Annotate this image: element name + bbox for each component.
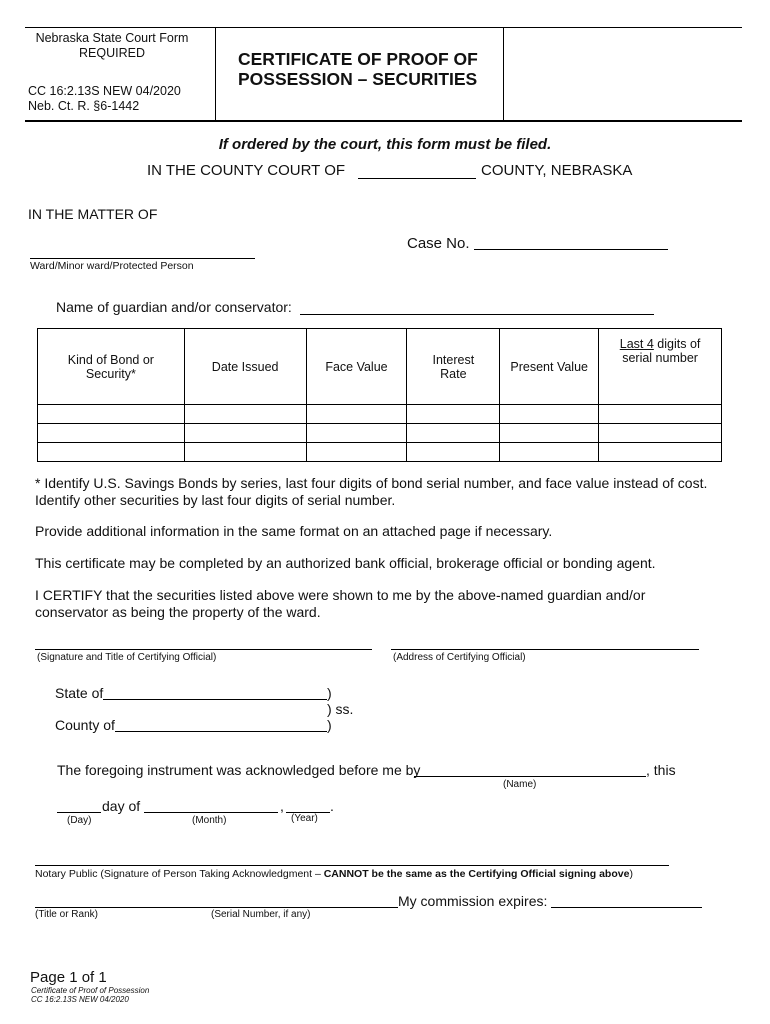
court-prefix: IN THE COUNTY COURT OF [147, 162, 346, 179]
header-divider-right [503, 28, 504, 120]
this-label: , this [646, 762, 676, 778]
state-field[interactable] [103, 699, 327, 700]
page-number: Page 1 of 1 [30, 969, 107, 986]
day-field[interactable] [57, 812, 101, 813]
address-label: (Address of Certifying Official) [393, 652, 526, 663]
venue-paren: ) [327, 717, 332, 733]
month-label: (Month) [192, 815, 227, 826]
year-label: (Year) [291, 813, 318, 824]
ward-name-field[interactable] [30, 258, 255, 259]
form-code: CC 16:2.13S NEW 04/2020 Neb. Ct. R. §6-1442 [28, 84, 181, 113]
additional-info-text: Provide additional information in the same format on an attached page if necessary. [35, 523, 553, 539]
certification-text: I CERTIFY that the securities listed above were shown to me by the above-named guardian and/or conservator as being the property of the ward. [35, 587, 646, 620]
identify-instructions: * Identify U.S. Savings Bonds by series, last four digits of bond serial number, and face value instead of cost. Identify other securities by last four digits of serial number. [35, 475, 708, 508]
filing-notice: If ordered by the court, this form must be filed. [218, 136, 552, 153]
form-name: Nebraska State Court Form REQUIRED [35, 31, 189, 60]
commission-expires-field[interactable] [551, 907, 702, 908]
matter-label: IN THE MATTER OF [28, 206, 158, 222]
county-label: County of [55, 717, 115, 733]
serial-number-label: (Serial Number, if any) [211, 909, 311, 920]
completion-text: This certificate may be completed by an authorized bank official, brokerage official or bonding agent. [35, 555, 656, 571]
period: . [330, 798, 334, 814]
case-no-field[interactable] [474, 249, 668, 250]
name-label: (Name) [503, 779, 537, 790]
address-field[interactable] [391, 649, 699, 650]
day-of-label: day of [102, 798, 141, 814]
col-serial-number: Last 4 digits of serial number [599, 329, 722, 405]
ss-label: ) ss. [327, 701, 354, 717]
footer-form-info: Certificate of Proof of Possession CC 16:2.13S NEW 04/2020 [31, 986, 150, 1004]
case-no-label: Case No. [407, 235, 470, 252]
table-header-row [38, 329, 722, 405]
col-face-value: Face Value [306, 329, 407, 405]
state-label: State of [55, 685, 104, 701]
table-row[interactable] [38, 405, 722, 424]
col-interest-rate: Interest Rate [407, 329, 500, 405]
acknowledged-by-field[interactable] [414, 776, 646, 777]
header-divider-left [215, 28, 216, 120]
county-venue-field[interactable] [115, 731, 327, 732]
month-field[interactable] [144, 812, 278, 813]
ward-label: Ward/Minor ward/Protected Person [30, 260, 194, 272]
guardian-label: Name of guardian and/or conservator: [56, 299, 292, 315]
table-row[interactable] [38, 443, 722, 462]
col-present-value: Present Value [500, 329, 599, 405]
signature-field[interactable] [35, 649, 372, 650]
day-label: (Day) [67, 815, 92, 826]
title-rank-label: (Title or Rank) [35, 909, 98, 920]
acknowledgment-text: The foregoing instrument was acknowledged before me by [57, 762, 421, 778]
court-suffix: COUNTY, NEBRASKA [481, 162, 633, 179]
signature-label: (Signature and Title of Certifying Official) [37, 652, 217, 663]
col-kind-of-bond: Kind of Bond or Security* [38, 329, 185, 405]
county-field[interactable] [358, 178, 476, 179]
title-serial-field[interactable] [35, 907, 398, 908]
notary-signature-field[interactable] [35, 865, 669, 866]
col-date-issued: Date Issued [184, 329, 306, 405]
commission-label: My commission expires: [398, 893, 548, 909]
guardian-name-field[interactable] [300, 314, 654, 315]
table-row[interactable] [38, 424, 722, 443]
securities-table [37, 328, 722, 462]
venue-paren: ) [327, 685, 332, 701]
notary-label: Notary Public (Signature of Person Taking Acknowledgment – CANNOT be the same as the Certifying Official signing above) [35, 868, 633, 880]
comma: , [280, 798, 284, 814]
form-title: CERTIFICATE OF PROOF OF POSSESSION – SECURITIES [238, 49, 478, 89]
